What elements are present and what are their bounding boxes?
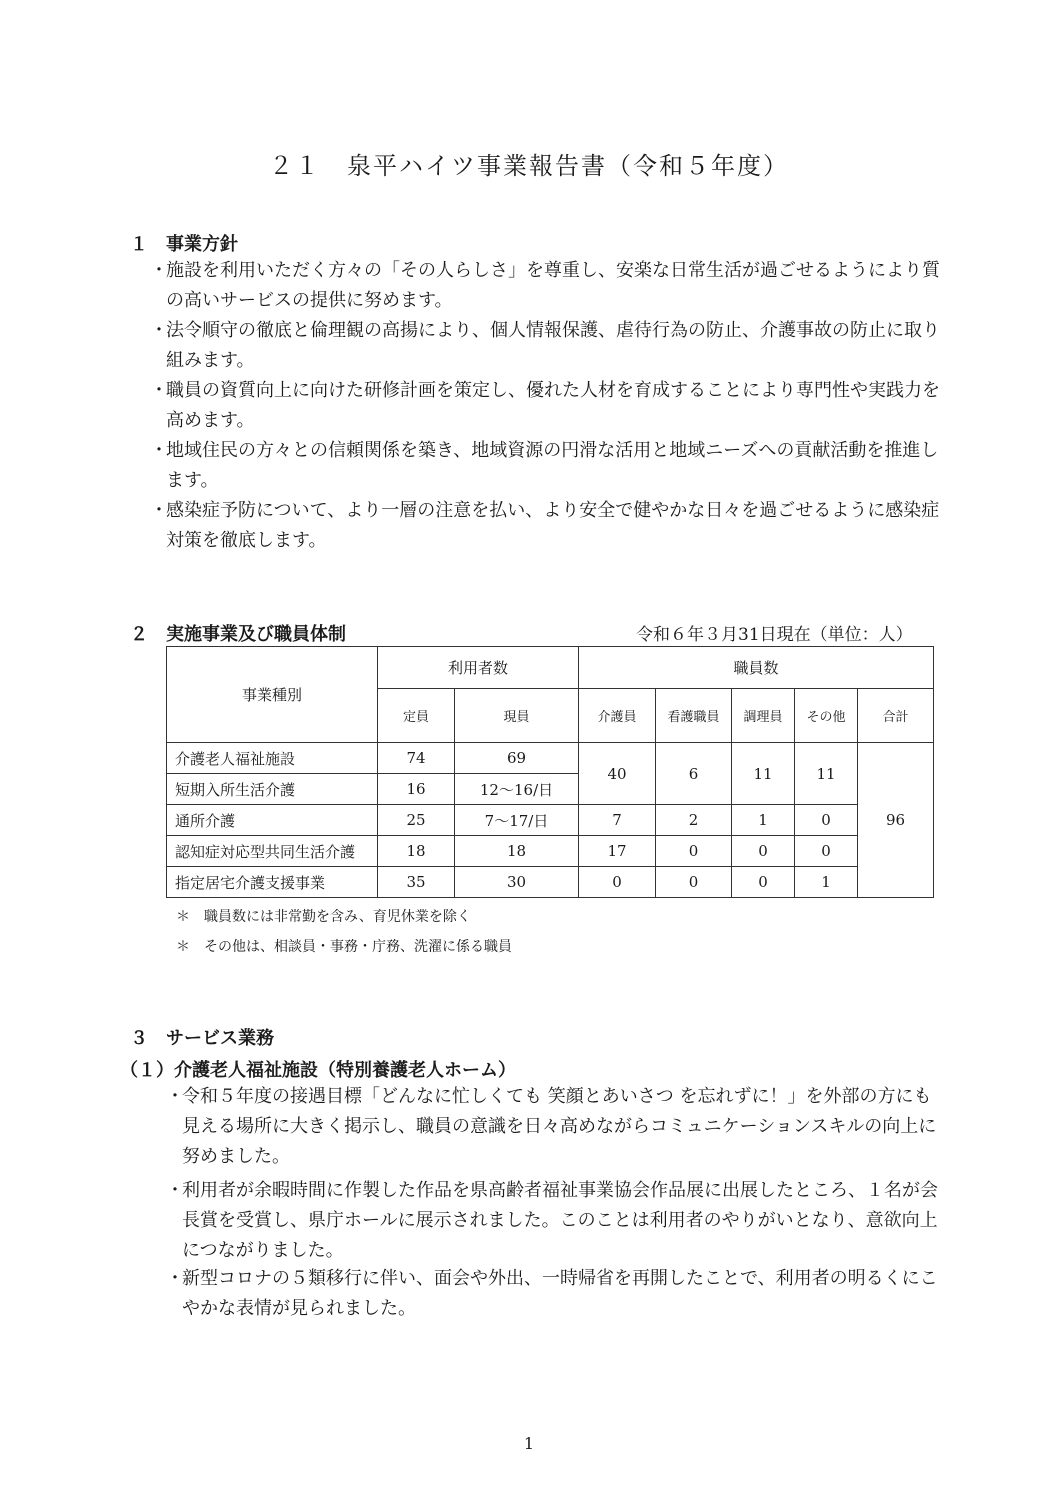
row-nurses: 0 (656, 836, 732, 867)
policy-text: 感染症予防について、より一層の注意を払い、より安全で健やかな日々を過ごせるように感染症対策を徹底します。 (166, 500, 940, 551)
table-row (167, 805, 934, 836)
service-text: 令和５年度の接遇目標「どんなに忙しくても 笑顔とあいさつ を忘れずに！」を外部の方にも見える場所に大きく掲示し、職員の意識を日々高めながらコミュニケーションスキルの向上に努めました。 (182, 1086, 937, 1167)
page-title: ２１ 泉平ハイツ事業報告書（令和５年度） (269, 152, 789, 180)
section2-heading: ２ 実施事業及び職員体制 (130, 624, 346, 645)
policy-text: 地域住民の方々との信頼関係を築き、地域資源の円滑な活用と地域ニーズへの貢献活動を推進します。 (166, 440, 939, 491)
header-capacity: 定員 (378, 689, 455, 743)
row-current: 18 (455, 836, 579, 867)
header-current: 現員 (455, 689, 579, 743)
header-others: その他 (795, 689, 858, 743)
row-name: 通所介護 (167, 805, 378, 836)
row-capacity: 74 (378, 743, 455, 774)
row-nurses: 0 (656, 867, 732, 898)
policy-item (150, 256, 940, 316)
policy-text: 施設を利用いただく方々の「その人らしさ」を尊重し、安楽な日常生活が過ごせるようにより質の高いサービスの提供に努めます。 (166, 260, 940, 311)
table-note: ＊ 職員数には非常勤を含み、育児休業を除く (176, 909, 471, 925)
subsection-heading: （１）介護老人福祉施設（特別養護老人ホーム） (120, 1060, 516, 1081)
bullet: ・ (150, 500, 168, 521)
total-staff: 96 (858, 743, 934, 898)
row-current: 12〜16/日 (455, 774, 579, 805)
row-others: 0 (795, 836, 858, 867)
policy-item (150, 316, 940, 376)
row-current: 69 (455, 743, 579, 774)
row-capacity: 16 (378, 774, 455, 805)
row-name: 認知症対応型共同生活介護 (167, 836, 378, 867)
section1-heading: １ 事業方針 (130, 234, 238, 255)
row-others: 1 (795, 867, 858, 898)
row-name: 短期入所生活介護 (167, 774, 378, 805)
header-nurses: 看護職員 (656, 689, 732, 743)
header-total: 合計 (858, 689, 934, 743)
page-number: 1 (523, 1434, 535, 1453)
header-staff: 職員数 (579, 647, 934, 689)
row-others: 0 (795, 805, 858, 836)
row-capacity: 25 (378, 805, 455, 836)
row-name: 指定居宅介護支援事業 (167, 867, 378, 898)
row-cooks: 0 (732, 836, 795, 867)
row-current: 7〜17/日 (455, 805, 579, 836)
row-current: 30 (455, 867, 579, 898)
table-row (167, 836, 934, 867)
row-name: 介護老人福祉施設 (167, 743, 378, 774)
as-of-date: 令和６年３月31日現在（単位：人） (636, 625, 913, 645)
merged-caregivers: 40 (579, 743, 656, 805)
bullet: ・ (150, 380, 168, 401)
table-row (167, 867, 934, 898)
service-item (166, 1082, 946, 1172)
policy-item (150, 376, 940, 436)
section3-heading: ３ サービス業務 (130, 1028, 274, 1049)
staff-table (166, 646, 934, 898)
table-row (167, 743, 934, 774)
bullet: ・ (150, 320, 168, 341)
row-capacity: 18 (378, 836, 455, 867)
bullet: ・ (150, 260, 168, 281)
service-text: 利用者が余暇時間に作製した作品を県高齢者福祉事業協会作品展に出展したところ、１名が会長賞を受賞し、県庁ホールに展示されました。このことは利用者のやりがいとなり、意欲向上につながりました。 (182, 1180, 938, 1261)
policy-item (150, 496, 940, 556)
row-caregivers: 0 (579, 867, 656, 898)
row-caregivers: 17 (579, 836, 656, 867)
service-item (166, 1264, 946, 1324)
policy-text: 法令順守の徹底と倫理観の高揚により、個人情報保護、虐待行為の防止、介護事故の防止に取り組みます。 (166, 320, 940, 371)
bullet: ・ (150, 440, 168, 461)
bullet: ・ (166, 1086, 184, 1107)
service-text: 新型コロナの５類移行に伴い、面会や外出、一時帰省を再開したことで、利用者の明るくにこやかな表情が見られました。 (182, 1268, 938, 1319)
service-item (166, 1176, 946, 1266)
header-cooks: 調理員 (732, 689, 795, 743)
row-caregivers: 7 (579, 805, 656, 836)
row-capacity: 35 (378, 867, 455, 898)
policy-text: 職員の資質向上に向けた研修計画を策定し、優れた人材を育成することにより専門性や実践力を高めます。 (166, 380, 940, 431)
merged-nurses: 6 (656, 743, 732, 805)
row-cooks: 0 (732, 867, 795, 898)
row-nurses: 2 (656, 805, 732, 836)
bullet: ・ (166, 1268, 184, 1289)
merged-others: 11 (795, 743, 858, 805)
header-business-type: 事業種別 (167, 647, 378, 743)
header-users: 利用者数 (378, 647, 579, 689)
table-note: ＊ その他は、相談員・事務・庁務、洗濯に係る職員 (176, 939, 512, 955)
merged-cooks: 11 (732, 743, 795, 805)
policy-item (150, 436, 940, 496)
row-cooks: 1 (732, 805, 795, 836)
header-caregivers: 介護員 (579, 689, 656, 743)
bullet: ・ (166, 1180, 184, 1201)
